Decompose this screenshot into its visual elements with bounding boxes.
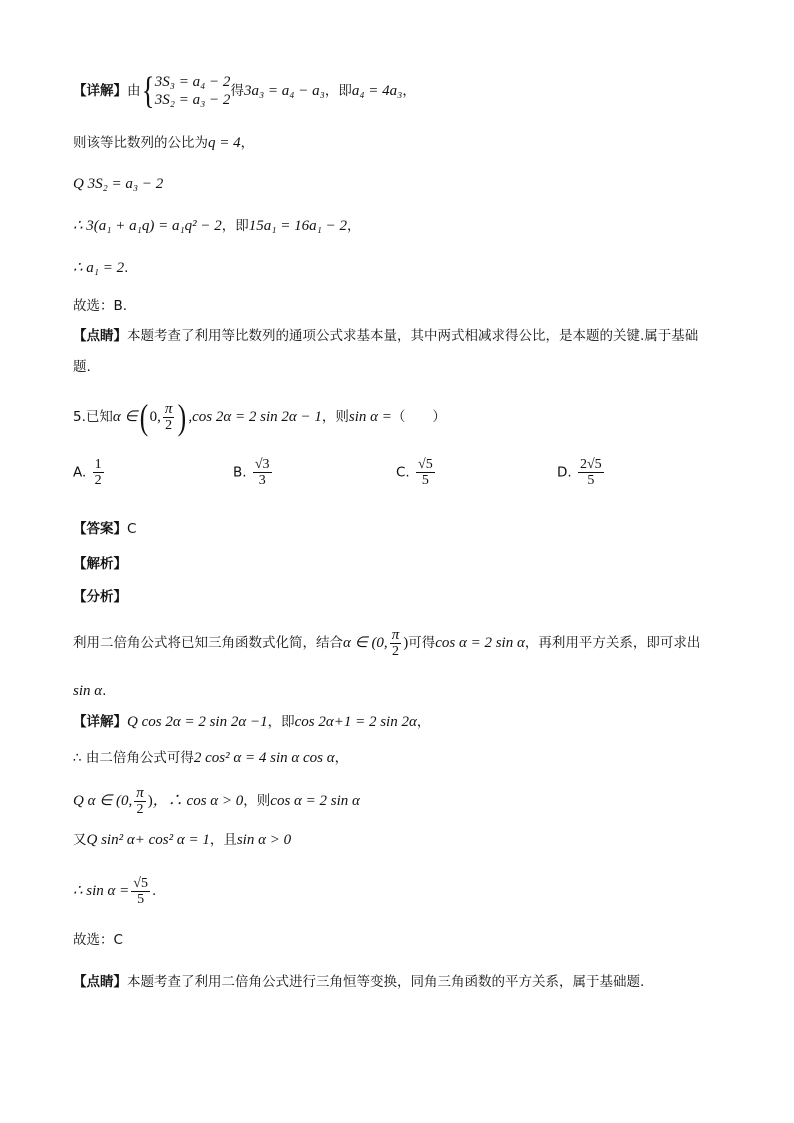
- comment-text: 本题考查了利用等比数列的通项公式求基本量，其中两式相减求得公比，是本题的关键.属于基础: [127, 328, 699, 344]
- equation-system: [155, 73, 231, 109]
- text: 已知: [85, 409, 113, 425]
- option-a[interactable]: [73, 457, 106, 488]
- therefore-line: [73, 216, 360, 236]
- option-label: C.: [396, 464, 410, 481]
- detail-line-1: [73, 72, 416, 110]
- text: ，: [416, 714, 431, 730]
- text: .: [151, 883, 157, 899]
- numerator: √5: [418, 457, 433, 472]
- text: ，: [346, 218, 361, 234]
- equation: ∴ sin α =: [73, 883, 130, 899]
- option-fraction: [416, 457, 435, 488]
- equation: ，∴ cos α > 0: [152, 793, 244, 809]
- text: 由: [127, 83, 141, 99]
- fenxi-line-1: [73, 624, 700, 662]
- ratio-line: [73, 133, 254, 153]
- comment-line-1: [73, 326, 698, 346]
- comment-tag: 【点睛】: [73, 974, 127, 990]
- text: .: [124, 260, 129, 276]
- answer-value: C: [127, 521, 137, 537]
- fraction-sqrt5-5: [131, 876, 150, 907]
- equation: q = 4: [208, 135, 241, 151]
- numerator: √5: [133, 875, 148, 891]
- option-label: B.: [233, 464, 247, 481]
- equation: Q α ∈ (0,: [73, 793, 133, 809]
- numerator: √3: [254, 457, 270, 472]
- fenxi-label: 【分析】: [73, 589, 127, 605]
- numerator: 1: [94, 457, 102, 472]
- choose-line-2: 故选：C: [73, 932, 123, 948]
- comment-line-2: 题.: [73, 359, 91, 375]
- text: 则该等比数列的公比为: [73, 135, 208, 151]
- equation: a₄ = 4a₃: [351, 83, 403, 99]
- denominator: 3: [258, 473, 266, 488]
- equation: cos α = 2 sin α: [270, 793, 360, 809]
- denominator: 2: [165, 417, 173, 433]
- fraction-pi-2: [163, 402, 175, 433]
- text: ，即: [324, 83, 352, 99]
- answer-blank: （ ）: [391, 409, 446, 425]
- text: ，即: [267, 714, 295, 730]
- denominator: 2: [136, 801, 144, 817]
- detail2-line-1: [73, 712, 430, 732]
- equation: ∴ a₁ = 2: [73, 260, 125, 276]
- option-label: D.: [557, 464, 572, 481]
- detail-tag: 【详解】: [73, 714, 127, 730]
- option-fraction: [578, 457, 604, 488]
- comment-line-final: [73, 972, 644, 992]
- result-line: [73, 258, 128, 278]
- because-line: Q 3S₂ = a₃ − 2: [73, 176, 164, 192]
- numerator: 2√5: [579, 457, 602, 472]
- text: ，且: [209, 832, 237, 848]
- denominator: 5: [587, 473, 595, 488]
- answer-line: [73, 519, 136, 539]
- left-paren: (: [139, 397, 148, 437]
- equation: 2 cos² α = 4 sin α cos α: [193, 750, 335, 766]
- text: 得: [230, 83, 244, 99]
- denominator: 5: [137, 891, 145, 907]
- fraction-pi-2: [390, 628, 402, 659]
- equation: 15a₁ = 16a₁ − 2: [248, 218, 347, 234]
- numerator: π: [136, 784, 144, 801]
- condition: ,cos 2α = 2 sin 2α − 1: [188, 409, 322, 425]
- numerator: π: [164, 400, 173, 417]
- text: ，: [240, 135, 255, 151]
- detail2-line-4: [73, 830, 291, 850]
- equation: Q cos 2α = 2 sin 2α −1: [127, 714, 268, 730]
- text: ，再利用平方关系，即可求出: [524, 635, 701, 651]
- equation: cos α = 2 sin α: [435, 635, 525, 651]
- fenxi-line-2: [73, 681, 106, 701]
- fraction-pi-2: [134, 786, 146, 817]
- answer-tag: 【答案】: [73, 521, 127, 537]
- analysis-label: 【解析】: [73, 556, 127, 572]
- text: ，则: [321, 409, 349, 425]
- equation: sin α > 0: [236, 832, 292, 848]
- equation: α ∈ (0,: [343, 635, 388, 651]
- interval-start: 0,: [149, 409, 161, 425]
- question-stem: [73, 398, 446, 436]
- text: ，即: [221, 218, 249, 234]
- option-label: A.: [73, 464, 87, 481]
- text: ，: [402, 83, 416, 99]
- detail2-line-2: [73, 748, 348, 768]
- comment-text: 本题考查了利用二倍角公式进行三角恒等变换，同角三角函数的平方关系，属于基础题.: [127, 974, 645, 990]
- denominator: 5: [421, 473, 429, 488]
- equation: Q sin² α+ cos² α = 1: [86, 832, 210, 848]
- detail2-line-5: [73, 872, 156, 910]
- equation: α ∈: [112, 409, 138, 425]
- option-c[interactable]: [396, 457, 437, 488]
- left-brace: {: [141, 70, 155, 112]
- text: 利用二倍角公式将已知三角函数式化简，结合: [73, 635, 343, 651]
- analysis-tag: [73, 554, 127, 574]
- equation: ∴ 3(a₁ + a₁q) = a₁q² − 2: [73, 218, 222, 234]
- equation: sin α: [73, 683, 103, 699]
- right-paren: ): [178, 397, 187, 437]
- detail2-line-3: [73, 782, 360, 820]
- equation: sin α =: [348, 409, 392, 425]
- equation: cos 2α+1 = 2 sin 2α: [294, 714, 417, 730]
- text: ，则: [243, 793, 271, 809]
- equation: 3a₃ = a₄ − a₃: [243, 83, 325, 99]
- question-number: 5.: [73, 409, 86, 425]
- denominator: 2: [94, 473, 102, 488]
- numerator: π: [391, 626, 400, 643]
- text: .: [102, 683, 107, 699]
- denominator: 2: [391, 643, 399, 659]
- comment-tag: 【点睛】: [73, 328, 127, 344]
- option-fraction: [253, 457, 272, 488]
- text: ∴ 由二倍角公式可得: [73, 750, 194, 766]
- system-eq-1: 3S₃ = a₄ − 2: [154, 74, 231, 90]
- equation: ): [403, 635, 409, 651]
- text: 又: [73, 832, 87, 848]
- system-eq-2: 3S₂ = a₃ − 2: [154, 92, 231, 108]
- detail-tag: 【详解】: [73, 83, 127, 99]
- option-fraction: [93, 457, 104, 488]
- choose-line-1: 故选：B.: [73, 298, 128, 314]
- equation: ): [147, 793, 153, 809]
- option-b[interactable]: [233, 457, 274, 488]
- fenxi-tag: [73, 587, 127, 607]
- text: ，: [334, 750, 349, 766]
- option-d[interactable]: [557, 457, 606, 488]
- text: 可得: [408, 635, 436, 651]
